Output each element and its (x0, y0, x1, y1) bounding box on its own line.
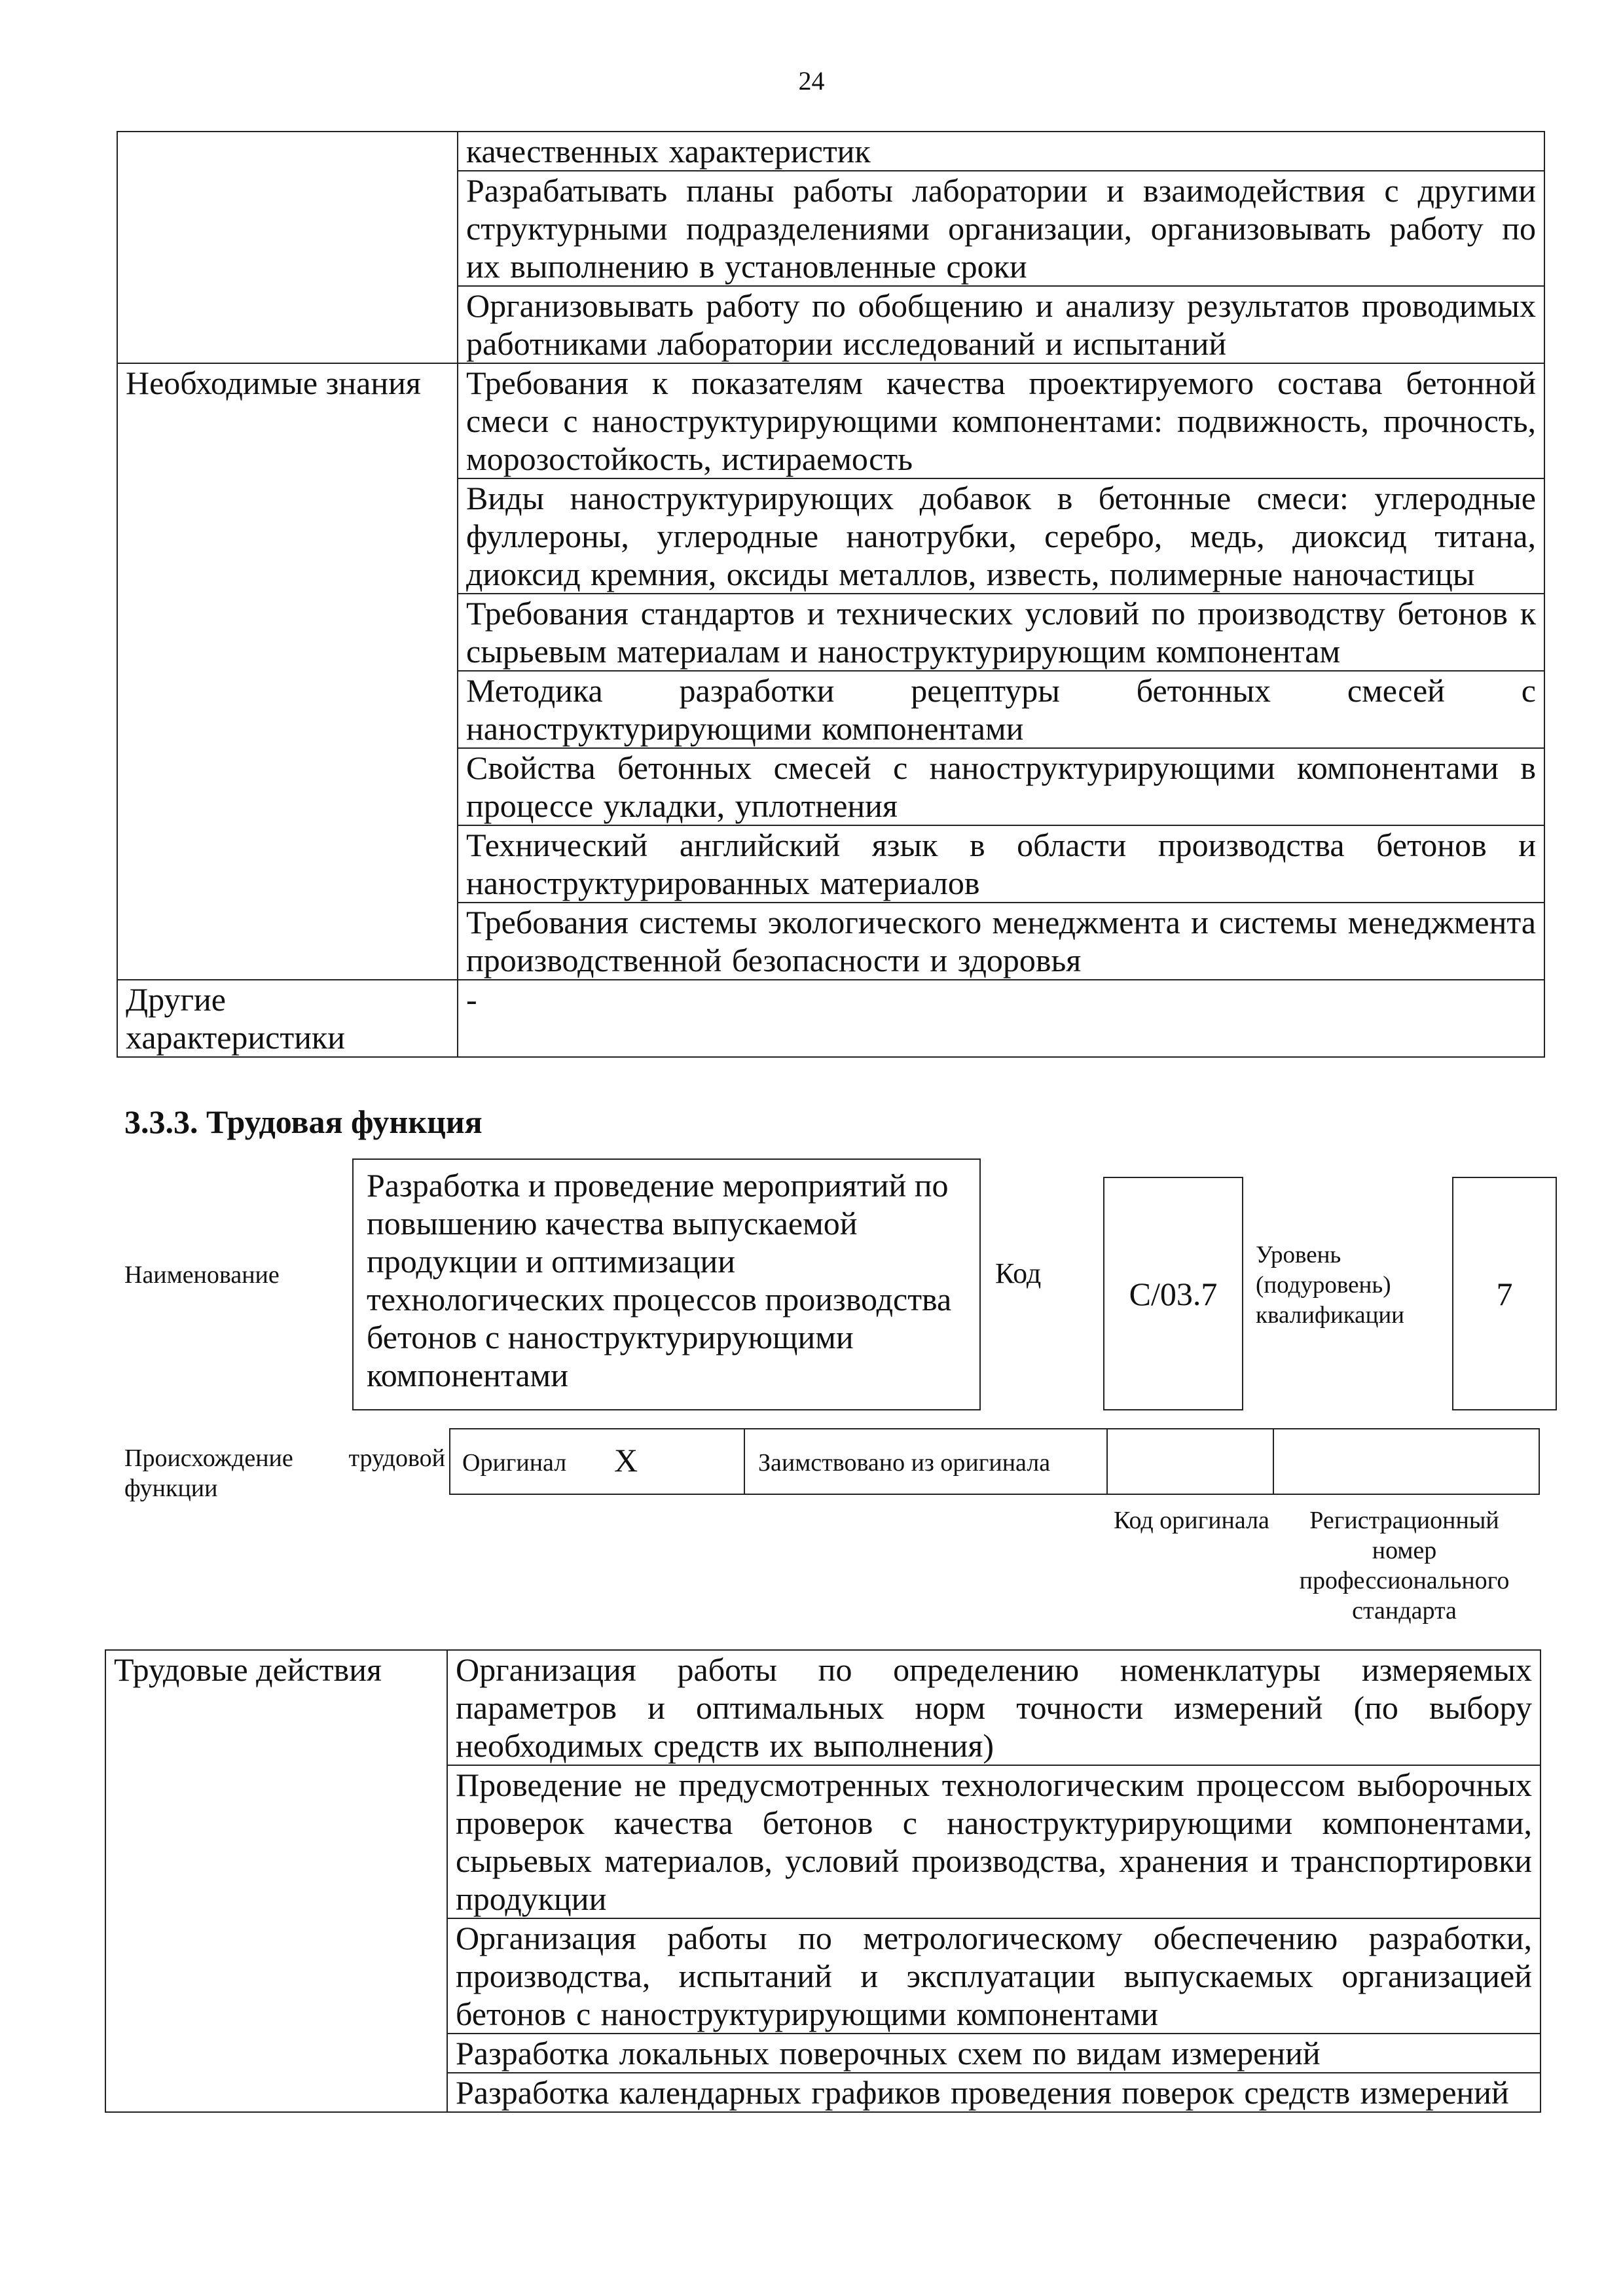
registration-number-caption: Регистрационный номер профессионального стандарта (1299, 1507, 1510, 1624)
borrowed-cell (745, 1429, 1108, 1494)
original-cell (450, 1429, 745, 1494)
table-cell: Требования системы экологического менеджмента и системы менеджмента производственной безопасности и здоровья (458, 903, 1544, 980)
table-cell: Требования стандартов и технических условий по производству бетонов к сырьевым материалам и наноструктурирующим компонентам (458, 594, 1544, 671)
registration-number-cell (1274, 1429, 1541, 1494)
table-cell: Разрабатывать планы работы лаборатории и взаимодействия с другими структурными подразделениями организации, организовывать работу по их выполнению в установленные сроки (458, 171, 1544, 286)
table-row (117, 132, 1544, 171)
skills-knowledge-table (117, 131, 1545, 1058)
table-cell: Технический английский язык в области производства бетонов и наноструктурированных материалов (458, 825, 1544, 903)
table-cell: Организация работы по метрологическому обеспечению разработки, производства, испытаний и эксплуатации выпускаемых организацией бетонов с наноструктурирующими компонентами (447, 1918, 1541, 2034)
table-cell: Разработка локальных поверочных схем по видам измерений (447, 2034, 1541, 2073)
table-row (117, 980, 1544, 1057)
table-row (105, 1650, 1541, 1765)
borrowed-label: Заимствовано из оригинала (758, 1449, 1051, 1477)
origin-label: Происхождение трудовой функции (124, 1444, 445, 1502)
table-cell: Организовывать работу по обобщению и анализу результатов проводимых работниками лаборатории исследований и испытаний (458, 286, 1544, 363)
code-label: Код (995, 1257, 1042, 1289)
original-code-cell (1108, 1429, 1274, 1494)
row-label-actions: Трудовые действия (105, 1650, 447, 2112)
row-label-knowledge: Необходимые знания (117, 363, 458, 980)
original-code-caption: Код оригинала (1114, 1507, 1269, 1534)
code-box (1103, 1177, 1243, 1410)
table-cell: Организация работы по определению номенклатуры измеряемых параметров и оптимальных норм точности измерений (по выбору необходимых средств их выполнения) (447, 1650, 1541, 1765)
table-cell: Виды наноструктурирующих добавок в бетонные смеси: углеродные фуллероны, углеродные нанотрубки, серебро, медь, диоксид титана, диоксид кремния, оксиды металлов, известь, полимерные наночастицы (458, 478, 1544, 594)
original-label: Оригинал (462, 1449, 567, 1477)
original-mark: X (614, 1442, 638, 1479)
row-label-empty (117, 132, 458, 363)
labor-actions-table (105, 1649, 1541, 2113)
function-name-value: Разработка и проведение мероприятий по повышению качества выпускаемой продукции и оптимизации технологических процессов производства бетонов с наноструктурирующими компонентами (367, 1167, 952, 1393)
table-row (117, 363, 1544, 478)
origin-row (449, 1428, 1540, 1495)
table-cell: Разработка календарных графиков проведения поверок средств измерений (447, 2073, 1541, 2112)
name-label: Наименование (124, 1261, 280, 1289)
table-cell: Проведение не предусмотренных технологическим процессом выборочных проверок качества бетонов с наноструктурирующими компонентами, сырьевых материалов, условий производства, хранения и транспортировки продукции (447, 1765, 1541, 1918)
page-number: 24 (798, 66, 825, 96)
table-cell: качественных характеристик (458, 132, 1544, 171)
table-cell: Требования к показателям качества проектируемого состава бетонной смеси с наноструктурирующими компонентами: подвижность, прочность, морозостойкость, истираемость (458, 363, 1544, 478)
row-label-other: Другие характеристики (117, 980, 458, 1057)
section-title: 3.3.3. Трудовая функция (124, 1103, 483, 1140)
function-name-box (352, 1158, 981, 1410)
level-value: 7 (1496, 1275, 1513, 1312)
code-value: С/03.7 (1129, 1275, 1218, 1312)
table-cell: Свойства бетонных смесей с наноструктурирующими компонентами в процессе укладки, уплотнения (458, 748, 1544, 825)
table-cell: - (458, 980, 1544, 1057)
table-cell: Методика разработки рецептуры бетонных смесей с наноструктурирующими компонентами (458, 671, 1544, 748)
level-box (1452, 1177, 1557, 1410)
level-label: Уровень (подуровень) квалификации (1256, 1242, 1404, 1329)
